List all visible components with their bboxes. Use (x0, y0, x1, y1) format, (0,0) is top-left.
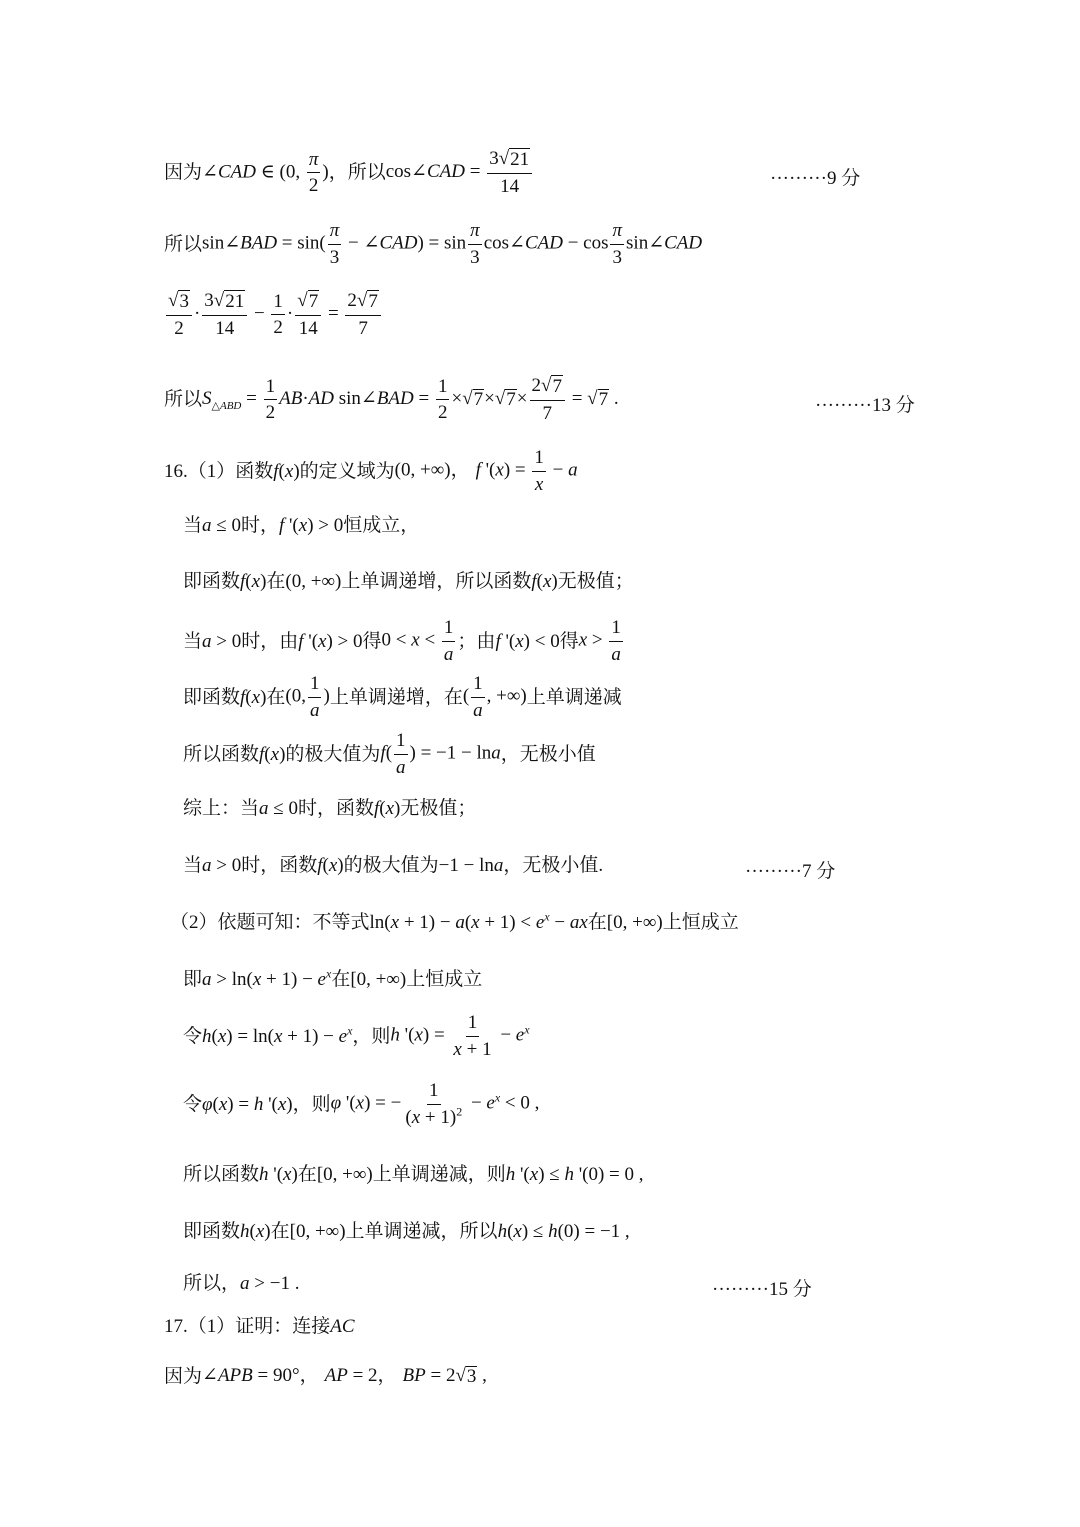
text: 上单调递增，在 (329, 686, 463, 708)
text: 得 (362, 630, 382, 652)
math: f '(x) > 0 (298, 630, 363, 652)
text: 综上：当 (183, 798, 260, 819)
text: 上单调递减，则 (372, 1164, 506, 1185)
text: ，无极小值 (500, 743, 596, 765)
line-summary-1 (183, 799, 476, 818)
score-13: ·········13 分 (815, 395, 915, 416)
math: (0, +∞)， f '(x) = $\frac{1}{x}$ − a (394, 447, 578, 495)
math: x > $\frac{1}{a}$ (578, 617, 621, 665)
text: 的极大值为 (343, 855, 439, 876)
text: 所以， (183, 1273, 241, 1294)
line-q17-given (164, 1366, 487, 1386)
question-label: 16.（1）函数 (164, 460, 274, 482)
text: ；由 (457, 630, 496, 652)
text: 所以 (164, 233, 203, 255)
text: 的极大值为 (285, 743, 381, 765)
text: 在 (270, 1221, 290, 1242)
math: (0, +∞) (285, 571, 342, 592)
score-7: ·········7 分 (745, 861, 836, 882)
math: a > 0 (202, 630, 242, 652)
math: f( $\frac{1}{a}$ ) = −1 − lna (380, 730, 501, 778)
line-a-le-0 (183, 516, 419, 535)
math: h(x) (240, 1221, 271, 1242)
math: φ '(x) = − $\frac{1}{(x + 1)^2}$ − $e^x < 0$ , (330, 1080, 540, 1128)
text: 无极值； (557, 571, 634, 592)
line-q17 (164, 1317, 355, 1336)
text: 在 (297, 1164, 317, 1185)
math: a ≤ 0 (202, 515, 241, 536)
math: a > −1 . (240, 1273, 300, 1294)
line-sin-bad-value (164, 290, 383, 340)
text: ，则 (352, 1025, 391, 1047)
math: f(x) (273, 460, 300, 482)
score-15: ·········15 分 (712, 1279, 812, 1300)
text: 即函数 (183, 686, 241, 708)
math: [0, +∞) (350, 969, 407, 990)
math: √ 3 2 · 3 √ 21 14 − $\frac{1}{2}$ · √ 7 14 = 2 √ 7 7 (164, 290, 383, 340)
math: ∠CAD ∈ (0, $\frac{\pi}{2}$ ) (202, 148, 329, 197)
line-h-prime-dec (183, 1165, 644, 1184)
score-9: ·········9 分 (770, 168, 861, 189)
line-a-gt (183, 966, 483, 990)
line-monotonic (183, 673, 622, 722)
math: f(x) (259, 743, 286, 765)
text: 上单调递减 (526, 686, 622, 708)
math: AC (330, 1316, 355, 1337)
text: 的定义域为 (299, 460, 395, 482)
text: 当 (183, 630, 203, 652)
math: −1 − lna (438, 855, 504, 876)
text: 当 (183, 515, 203, 536)
text: 无极值； (400, 798, 477, 819)
math: a ≤ 0 (259, 798, 298, 819)
line-h-dec (183, 1222, 630, 1241)
text: 时，函数 (241, 855, 318, 876)
math: cos∠CAD = 3 √ 21 14 (386, 148, 534, 198)
line-h-def (183, 1012, 530, 1061)
text: 在 (587, 912, 607, 933)
math: f(x) (373, 798, 401, 819)
text: ，则 (292, 1093, 331, 1115)
math: h(x) ≤ h(0) = −1 , (497, 1221, 630, 1242)
math: f(x) (240, 571, 267, 592)
text: 上恒成立 (662, 912, 739, 933)
text: 上恒成立 (406, 969, 483, 990)
math: h '(x) (259, 1164, 298, 1185)
text: 即 (183, 969, 203, 990)
text: 在 (331, 969, 351, 990)
line-conclusion (183, 1274, 299, 1293)
text: 上单调递增，所以函数 (341, 571, 532, 592)
text: 时，函数 (297, 798, 374, 819)
text: 时，由 (241, 630, 299, 652)
text: 所以函数 (183, 743, 260, 765)
math: $h(x) = \ln(x + 1) - e^x$ (202, 1023, 353, 1047)
text: 时， (240, 515, 279, 536)
text: 所以 (164, 389, 203, 411)
math: $\ln(x + 1) - a(x + 1) < e^x$ − ax (369, 909, 588, 933)
text: 因为 (164, 1365, 203, 1387)
math: f(x) (317, 855, 344, 876)
math: f(x) (240, 686, 267, 708)
text: 令 (183, 1025, 203, 1047)
math: $a > \ln(x + 1) - e^x$ (202, 966, 332, 990)
text: 在 (266, 686, 286, 708)
math: [0, +∞) (606, 912, 663, 933)
line-increasing (183, 572, 634, 591)
text: 当 (183, 855, 203, 876)
line-part2 (170, 909, 739, 933)
math: ∠APB = 90°， AP = 2， BP = 2 √ 3 , (202, 1365, 487, 1387)
text: 得 (559, 630, 579, 652)
math: 0 < x < $\frac{1}{a}$ (381, 617, 454, 665)
math: (0, $\frac{1}{a}$ ) (285, 673, 330, 721)
text: 令 (183, 1093, 203, 1115)
question-label: 17.（1）证明：连接 (164, 1316, 331, 1337)
text: 在 (266, 571, 286, 592)
text: 即函数 (183, 1221, 241, 1242)
text: 上单调递减，所以 (345, 1221, 498, 1242)
math: h '(x) ≤ h '(0) = 0 , (505, 1164, 644, 1185)
line-phi-def (183, 1080, 539, 1129)
text: （2）依题可知：不等式 (170, 912, 370, 933)
text: ，所以 (328, 162, 386, 184)
text: 因为 (164, 162, 203, 184)
text: ，无极小值. (503, 855, 604, 876)
line-max-value (183, 730, 596, 779)
math: f '(x) < 0 (495, 630, 560, 652)
text: 恒成立， (343, 515, 420, 536)
line-q16-domain (164, 447, 578, 496)
line-a-gt-0 (183, 617, 625, 666)
text: 所以函数 (183, 1164, 260, 1185)
line-summary-2 (183, 856, 603, 875)
line-sin-bad (164, 220, 702, 269)
math: h '(x) = $\frac{1}{x + 1}$ − $e^x$ (390, 1012, 530, 1060)
text: 即函数 (183, 571, 241, 592)
math: ( $\frac{1}{a}$ , +∞) (462, 673, 527, 721)
line-area-abd (164, 375, 619, 425)
math: $S_{\triangle ABD}$ = $\frac{1}{2}$ AB·AD sin∠BAD = $\frac{1}{2}$ × √ 7 × √ 7 × 2 √ 7 7 = √ 7 . (202, 375, 619, 424)
line-cad-range (164, 148, 534, 198)
math: f(x) (531, 571, 558, 592)
math: [0, +∞) (316, 1164, 373, 1185)
math: φ(x) = h '(x) (202, 1093, 293, 1115)
math: [0, +∞) (289, 1221, 346, 1242)
math: a > 0 (202, 855, 242, 876)
math: f '(x) > 0 (278, 515, 344, 536)
math: sin∠BAD = sin( $\frac{\pi}{3}$ − ∠CAD) = sin $\frac{\pi}{3}$ cos∠CAD − cos $\frac{\pi}{3}$ sin∠CAD (202, 220, 703, 268)
